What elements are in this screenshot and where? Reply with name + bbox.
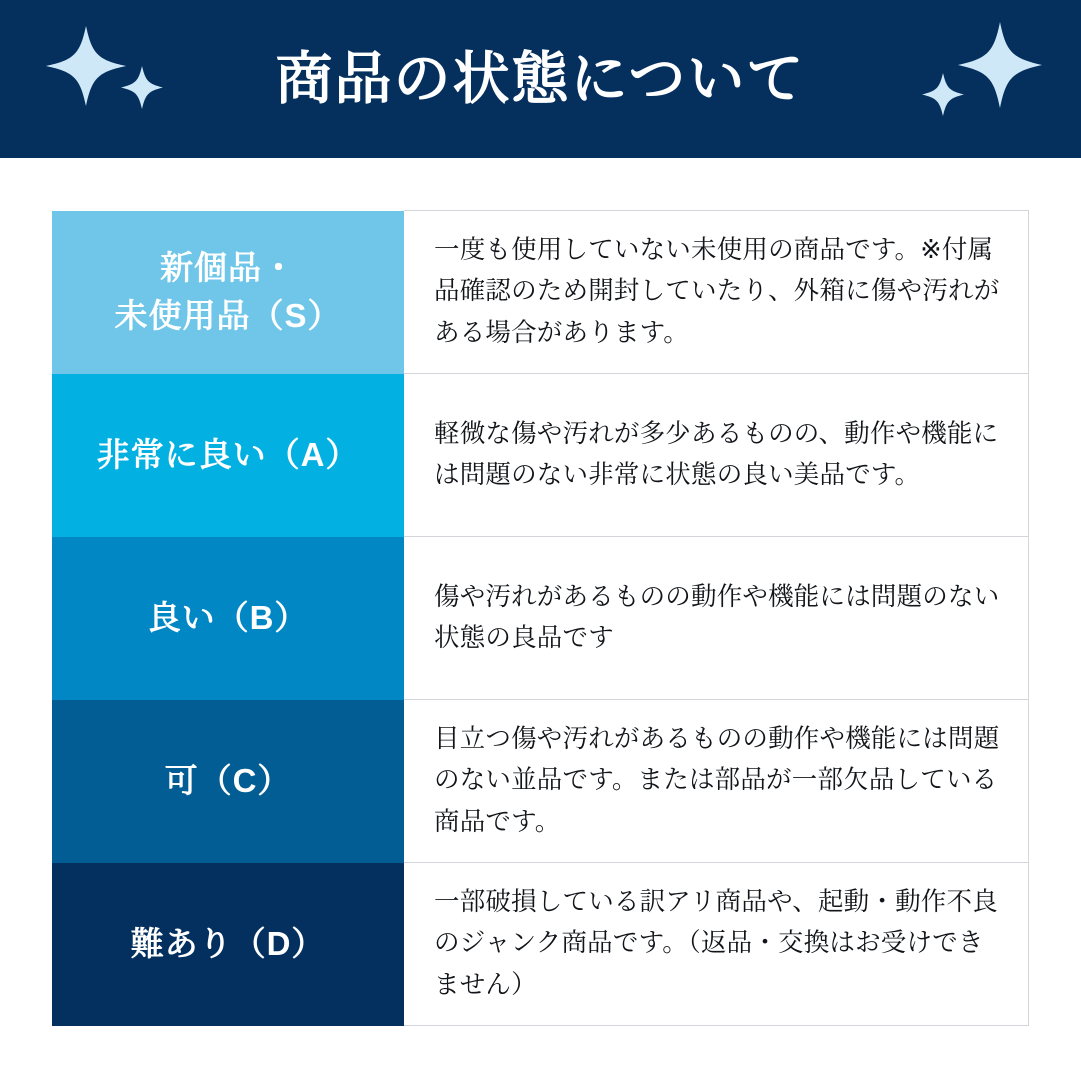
description-text: 一部破損している訳アリ商品や、起動・動作不良のジャンク商品です。（返品・交換はお受けできません） [434,888,998,999]
description-text: 一度も使用していない未使用の商品です。※付属品確認のため開封していたり、外箱に傷や汚れがある場合があります。 [434,236,1000,347]
grade-label-line1: 可（C） [164,762,292,800]
description-text: 傷や汚れがあるものの動作や機能には問題のない状態の良品です [434,582,1000,652]
grade-label-line1: 良い（B） [147,599,309,637]
grade-description-s [404,211,1029,374]
table-row [52,537,1029,700]
sparkle-icon [958,22,1042,108]
grade-label-s [52,211,404,374]
grade-description-a [404,374,1029,537]
grade-label-a [52,374,404,537]
sparkle-icon [121,66,163,109]
grade-label-c [52,700,404,863]
table-row [52,374,1029,537]
grade-label-d [52,863,404,1026]
grade-description-c [404,700,1029,863]
grade-description-d [404,863,1029,1026]
grade-description-b [404,537,1029,700]
grade-label-line1: 難あり（D） [130,925,326,963]
grade-label-line1: 非常に良い（A） [96,436,360,474]
grade-label-line2: 未使用品（S） [114,297,342,334]
grade-label-line1: 新個品・ [160,249,296,287]
sparkle-icon [922,73,964,116]
grade-label-b [52,537,404,700]
table-row [52,700,1029,863]
condition-table [52,210,1029,1026]
page-title: 商品の状態について [275,46,806,111]
description-text: 目立つ傷や汚れがあるものの動作や機能には問題のない並品です。または部品が一部欠品している商品です。 [434,725,1000,836]
condition-table-wrapper [0,158,1081,1076]
table-row [52,863,1029,1026]
table-row [52,211,1029,374]
sparkle-icon [46,26,126,106]
description-text: 軽微な傷や汚れが多少あるものの、動作や機能には問題のない非常に状態の良い美品です。 [434,419,999,489]
page-header [0,0,1081,158]
